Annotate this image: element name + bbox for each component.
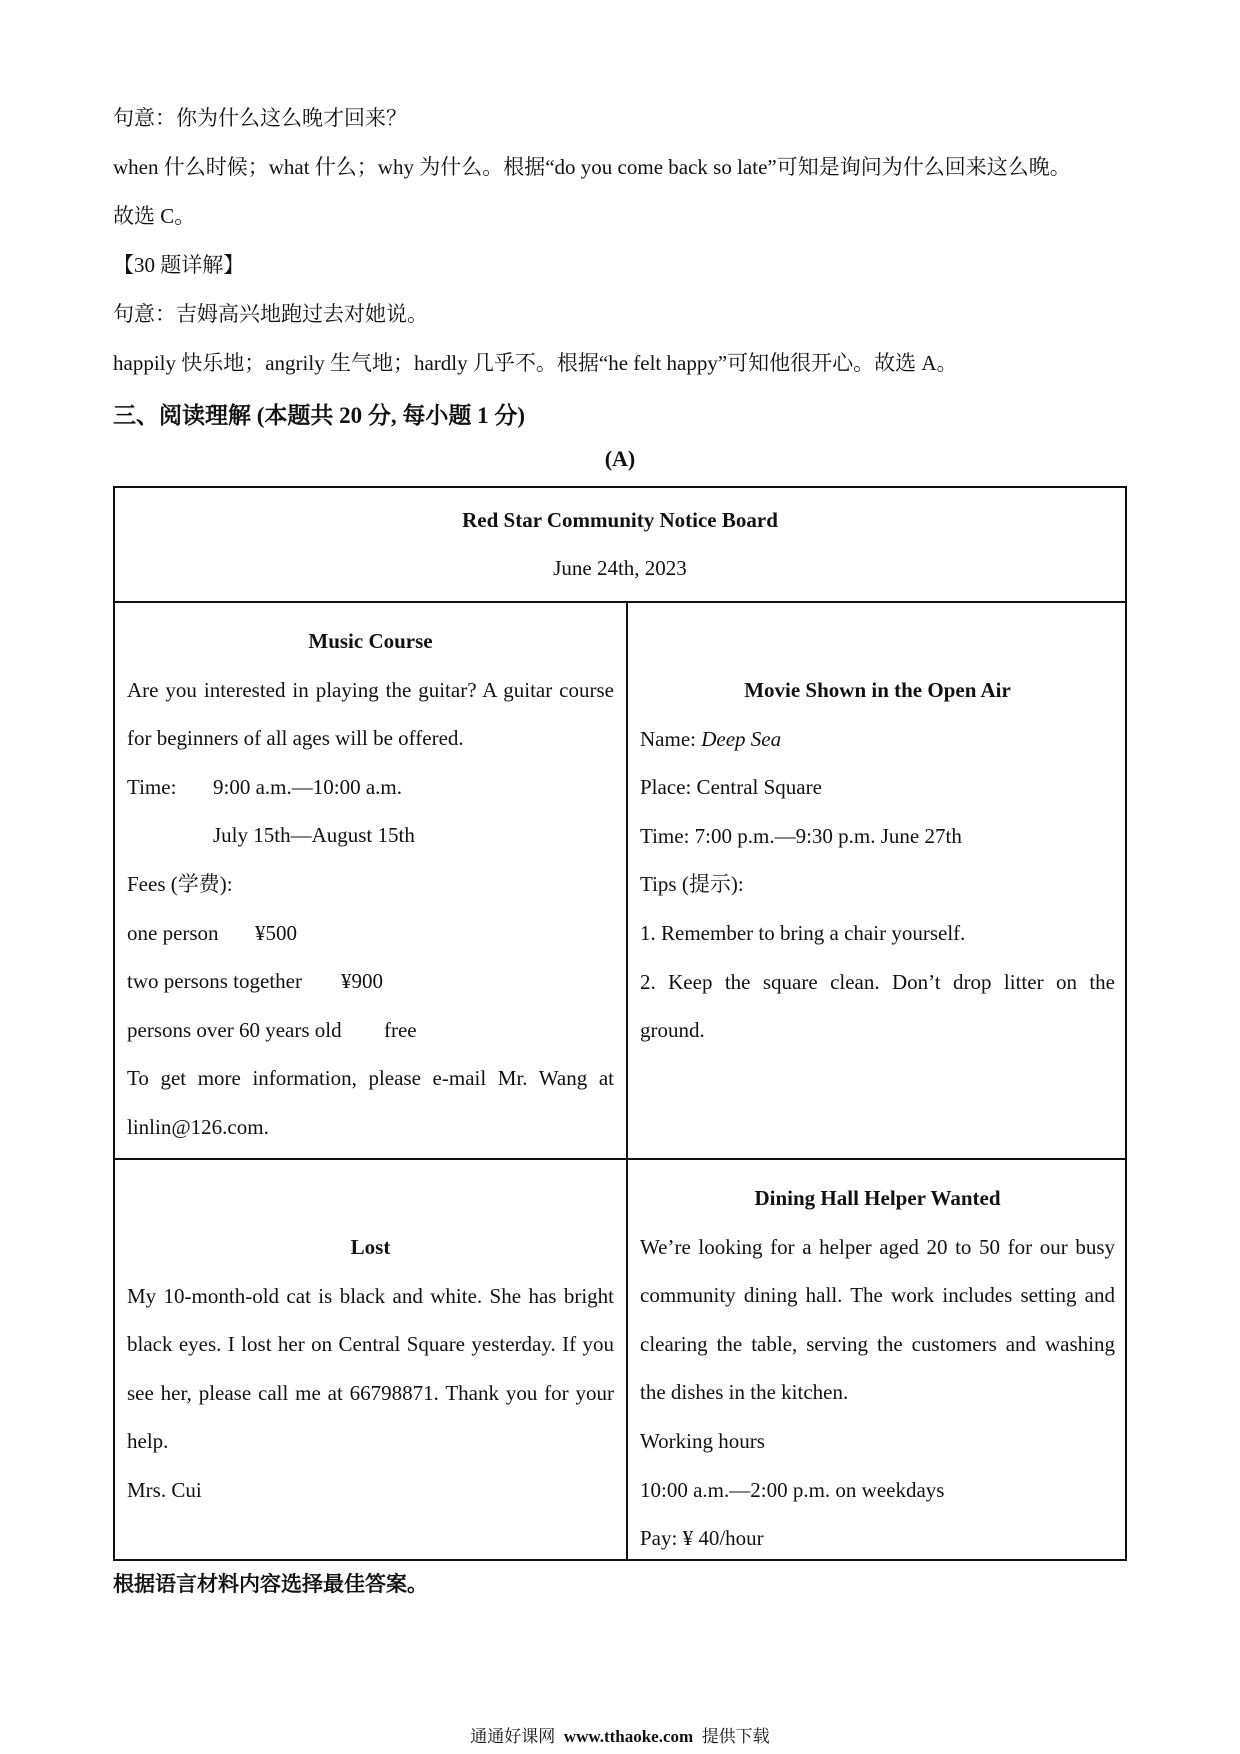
page-footer bbox=[0, 1722, 1240, 1747]
lost-line: black eyes. I lost her on Central Square yesterday. If you bbox=[127, 1332, 614, 1357]
lost-title: Lost bbox=[350, 1235, 391, 1259]
movie-tip: 2. Keep the square clean. Don’t drop litter on the bbox=[640, 969, 1115, 994]
fee-label: two persons together bbox=[127, 969, 302, 994]
dining-line: clearing the table, serving the customers and washing bbox=[640, 1331, 1115, 1356]
music-fee-row bbox=[127, 1006, 614, 1055]
fee-label: persons over 60 years old bbox=[127, 1017, 342, 1042]
lost-notice bbox=[115, 1223, 626, 1515]
footer-site-name: 通通好课网 bbox=[470, 1727, 556, 1746]
fee-value: free bbox=[384, 1017, 417, 1042]
movie-tip: 1. Remember to bring a chair yourself. bbox=[640, 920, 966, 945]
movie-name-value: Deep Sea bbox=[701, 726, 782, 751]
movie-tip: ground. bbox=[640, 1018, 705, 1043]
lost-line: My 10-month-old cat is black and white. She has bright bbox=[127, 1283, 614, 1308]
dining-line: the dishes in the kitchen. bbox=[640, 1380, 849, 1405]
answer-29-explanation: when 什么时候；what 什么；why 为什么。根据“do you come back so late”可知是询问为什么回来这么晚。 bbox=[113, 155, 1071, 179]
fee-value: ¥500 bbox=[255, 920, 297, 945]
movie-name bbox=[640, 715, 1115, 764]
music-course-title: Music Course bbox=[308, 629, 433, 653]
fee-label: one person bbox=[127, 920, 219, 945]
footer-provide-download: 提供下载 bbox=[701, 1727, 770, 1746]
answer-29-choice: 故选 C。 bbox=[113, 204, 196, 228]
music-course-notice bbox=[115, 617, 626, 1152]
music-fees-label: Fees (学费): bbox=[127, 871, 233, 896]
music-fee-row bbox=[127, 957, 614, 1006]
music-course-line: for beginners of all ages will be offered. bbox=[127, 726, 464, 751]
answer-30-meaning: 句意：吉姆高兴地跑过去对她说。 bbox=[113, 302, 428, 326]
footer-url: www.tthaoke.com bbox=[563, 1727, 694, 1746]
lost-line: see her, please call me at 66798871. Thank you for your bbox=[127, 1380, 614, 1405]
music-contact-line: To get more information, please e-mail Mr. Wang at bbox=[127, 1066, 614, 1091]
divider-horizontal-middle bbox=[115, 1158, 1125, 1160]
dining-pay: Pay: ¥ 40/hour bbox=[640, 1526, 764, 1551]
lost-line: help. bbox=[127, 1429, 169, 1454]
music-course-time bbox=[127, 763, 614, 812]
music-fee-row bbox=[127, 909, 614, 958]
music-course-line: Are you interested in playing the guitar? A guitar course bbox=[127, 677, 614, 702]
dining-hours-label: Working hours bbox=[640, 1428, 765, 1453]
movie-notice bbox=[628, 666, 1127, 1055]
movie-place: Place: Central Square bbox=[640, 775, 822, 800]
answer-30-explanation: happily 快乐地；angrily 生气地；hardly 几乎不。根据“he felt happy”可知他很开心。故选 A。 bbox=[113, 351, 958, 375]
music-time-value: 9:00 a.m.—10:00 a.m. bbox=[213, 774, 402, 799]
answer-29-meaning: 句意：你为什么这么晚才回来？ bbox=[113, 106, 407, 130]
notice-board bbox=[113, 486, 1127, 1561]
instruction-text: 根据语言材料内容选择最佳答案。 bbox=[113, 1572, 428, 1596]
section-heading: 三、阅读理解 (本题共 20 分, 每小题 1 分) bbox=[113, 403, 526, 428]
music-time-label: Time: bbox=[127, 774, 177, 799]
lost-signature: Mrs. Cui bbox=[127, 1477, 202, 1502]
dining-title: Dining Hall Helper Wanted bbox=[754, 1186, 1001, 1210]
notice-board-date: June 24th, 2023 bbox=[553, 556, 687, 580]
dining-line: We’re looking for a helper aged 20 to 50 for our busy bbox=[640, 1234, 1115, 1259]
movie-time: Time: 7:00 p.m.—9:30 p.m. June 27th bbox=[640, 823, 962, 848]
section-part-label: (A) bbox=[604, 446, 636, 471]
dining-helper-notice bbox=[628, 1174, 1127, 1563]
movie-name-label: Name: bbox=[640, 726, 696, 751]
answer-30-heading: 【30 题详解】 bbox=[113, 253, 245, 277]
music-contact-email: linlin@126.com. bbox=[127, 1114, 269, 1139]
notice-board-title: Red Star Community Notice Board bbox=[462, 508, 778, 532]
music-course-dates: July 15th—August 15th bbox=[213, 823, 415, 848]
fee-value: ¥900 bbox=[341, 969, 383, 994]
dining-hours-value: 10:00 a.m.—2:00 p.m. on weekdays bbox=[640, 1477, 945, 1502]
dining-line: community dining hall. The work includes setting and bbox=[640, 1283, 1115, 1308]
movie-tips-label: Tips (提示): bbox=[640, 872, 744, 897]
divider-horizontal-top bbox=[115, 601, 1125, 603]
movie-title: Movie Shown in the Open Air bbox=[744, 678, 1011, 702]
